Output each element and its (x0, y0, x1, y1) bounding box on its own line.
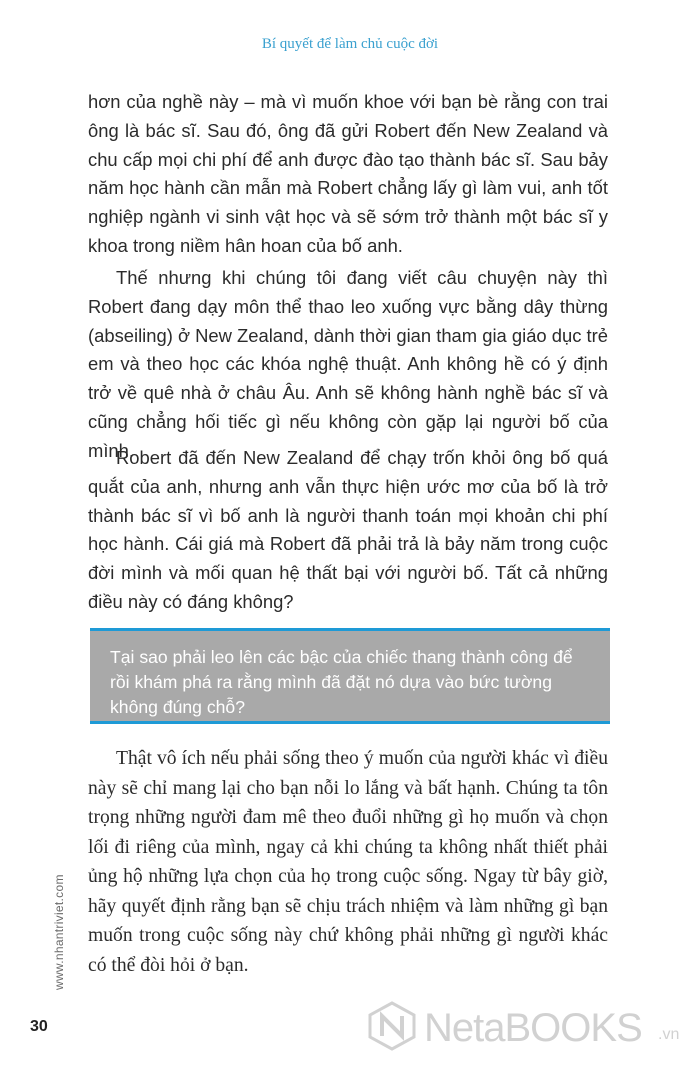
body-paragraph-closing: Thật vô ích nếu phải sống theo ý muốn của người khác vì điều này sẽ chỉ mang lại cho bạn nỗi lo lắng và bất hạnh. Chúng ta tôn trọng những người đam mê theo đuổi những gì họ muốn và chọn lối đi riêng của mình, ngay cả khi chúng ta không nhất thiết phải ủng hộ những lựa chọn của họ trong cuộc sống. Ngay từ bây giờ, hãy quyết định rằng bạn sẽ chịu trách nhiệm và làm những gì bạn muốn trong cuộc sống này chứ không phải những gì người khác có thể đòi hỏi ở bạn. (88, 748, 608, 976)
body-paragraph-2: Thế nhưng khi chúng tôi đang viết câu chuyện này thì Robert đang dạy môn thể thao leo xuống vực bằng dây thừng (abseiling) ở New Zealand, dành thời gian tham gia giáo dục trẻ em và theo học các khóa nghệ thuật. Anh không hề có ý định trở về quê nhà ở châu Âu. Anh sẽ không hành nghề bác sĩ và cũng chẳng hối tiếc gì nếu không còn gặp lại người bố của mình. (88, 267, 608, 461)
website-url: www.nhantriviet.com (52, 874, 66, 990)
pull-quote-text: Tại sao phải leo lên các bậc của chiếc thang thành công để rồi khám phá ra rằng mình đã đặt nó dựa vào bức tường không đúng chỗ? (110, 647, 573, 717)
body-paragraph-1: hơn của nghề này – mà vì muốn khoe với bạn bè rằng con trai ông là bác sĩ. Sau đó, ông đã gửi Robert đến New Zealand và chu cấp mọi chi phí để anh được đào tạo thành bác sĩ. Sau bảy năm học hành cần mẫn mà Robert chẳng lấy gì làm vui, anh tốt nghiệp ngành vi sinh vật học và sẽ sớm trở thành một bác sĩ y khoa trong niềm hân hoan của bố anh. (88, 91, 608, 256)
page-number: 30 (30, 1018, 48, 1035)
watermark-suffix: .vn (658, 1026, 680, 1043)
body-paragraph-3: Robert đã đến New Zealand để chạy trốn khỏi ông bố quá quắt của anh, nhưng anh vẫn thực hiện ước mơ của bố là trở thành bác sĩ vì bố anh là người thanh toán mọi khoản chi phí học hành. Cái giá mà Robert đã phải trả là bảy năm trong cuộc đời mình và mối quan hệ thất bại với người bố. Tất cả những điều này có đáng không? (88, 447, 608, 612)
netabooks-logo-icon (366, 1000, 418, 1052)
watermark-brand: NetaBOOKS (424, 1006, 642, 1050)
netabooks-watermark (366, 1000, 696, 1060)
pull-quote-box (90, 628, 610, 724)
running-header: Bí quyết để làm chủ cuộc đời (261, 36, 439, 52)
